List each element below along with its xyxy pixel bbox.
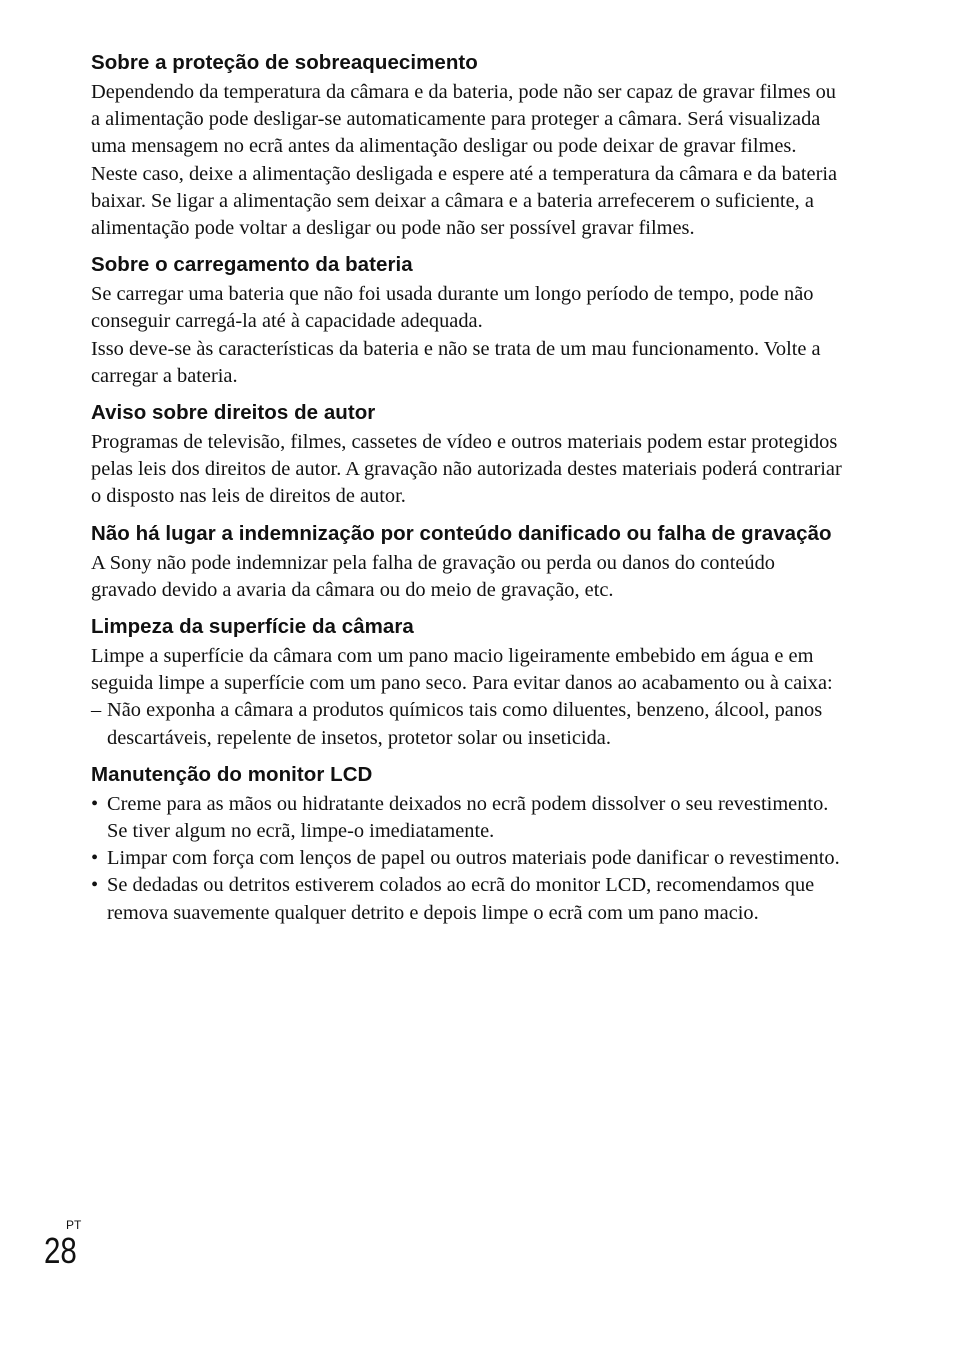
list-item-text: Se dedadas ou detritos estiverem colados ao ecrã do monitor LCD, recomendamos que remova suavemente qualquer detrito e depois limpe o ecrã com um pano macio. <box>107 874 815 924</box>
list-item-text: Limpar com força com lenços de papel ou outros materiais pode danificar o revestimento. <box>107 847 840 870</box>
manual-page-content <box>91 48 843 927</box>
dash-list <box>91 697 843 751</box>
section-copyright-warning <box>91 398 843 511</box>
section-heading: Sobre a proteção de sobreaquecimento <box>91 51 478 74</box>
section-heading: Manutenção do monitor LCD <box>91 762 373 786</box>
section-paragraph: Se carregar uma bateria que não foi usada durante um longo período de tempo, pode não conseguir carregá-la até à capacidade adequada. <box>91 283 814 333</box>
section-heading: Não há lugar a indemnização por conteúdo danificado ou falha de gravação <box>91 521 832 545</box>
dash-marker: – <box>91 699 102 722</box>
section-heading: Aviso sobre direitos de autor <box>91 401 376 425</box>
list-item-text: Não exponha a câmara a produtos químicos tais como diluentes, benzeno, álcool, panos descartáveis, repelente de insetos, protetor solar ou inseticida. <box>107 699 823 749</box>
list-item <box>91 791 843 845</box>
section-battery-charging <box>91 250 843 390</box>
page-footer <box>44 1218 84 1270</box>
section-paragraph: A Sony não pode indemnizar pela falha de gravação ou perda ou danos do conteúdo gravado devido a avaria da câmara ou do meio de gravação, etc. <box>91 551 775 601</box>
section-overheating-protection <box>91 48 843 242</box>
section-heading: Sobre o carregamento da bateria <box>91 253 413 277</box>
list-item <box>91 697 843 751</box>
bullet-marker: • <box>91 874 99 897</box>
language-code: PT <box>66 1218 82 1232</box>
section-no-compensation <box>91 519 843 604</box>
page-number: 28 <box>44 1230 77 1271</box>
section-heading: Limpeza da superfície da câmara <box>91 615 414 639</box>
list-item <box>91 845 843 872</box>
section-paragraph: Programas de televisão, filmes, cassetes de vídeo e outros materiais podem estar protegidos pelas leis dos direitos de autor. A gravação não autorizada destes materiais poderá contrariar o disposto nas leis de direitos de autor. <box>91 431 842 508</box>
bullet-list <box>91 791 843 927</box>
section-paragraph: Dependendo da temperatura da câmara e da bateria, pode não ser capaz de gravar filmes ou a alimentação pode desligar-se automaticamente para proteger a câmara. Será visualizada uma mensagem no ecrã antes da alimentação desligar ou pode deixar de gravar filmes. Neste caso, deixe a alimentação desligada e espere até a temperatura da câmara e da bateria baixar. Se ligar a alimentação sem deixar a câmara e a bateria arrefecerem o suficiente, a alimentação pode voltar a desligar ou pode não ser possível gravar filmes. <box>91 81 838 240</box>
list-item <box>91 872 843 926</box>
bullet-marker: • <box>91 847 99 870</box>
section-camera-surface-cleaning <box>91 612 843 752</box>
section-lcd-monitor-care <box>91 760 843 927</box>
list-item-text: Creme para as mãos ou hidratante deixados no ecrã podem dissolver o seu revestimento. Se tiver algum no ecrã, limpe-o imediatamente. <box>107 792 829 843</box>
section-paragraph: Limpe a superfície da câmara com um pano macio ligeiramente embebido em água e em seguida limpe a superfície com um pano seco. Para evitar danos ao acabamento ou à caixa: <box>91 645 833 695</box>
section-paragraph: Isso deve-se às características da bateria e não se trata de um mau funcionamento. Volte a carregar a bateria. <box>91 337 821 387</box>
bullet-marker: • <box>91 792 99 815</box>
